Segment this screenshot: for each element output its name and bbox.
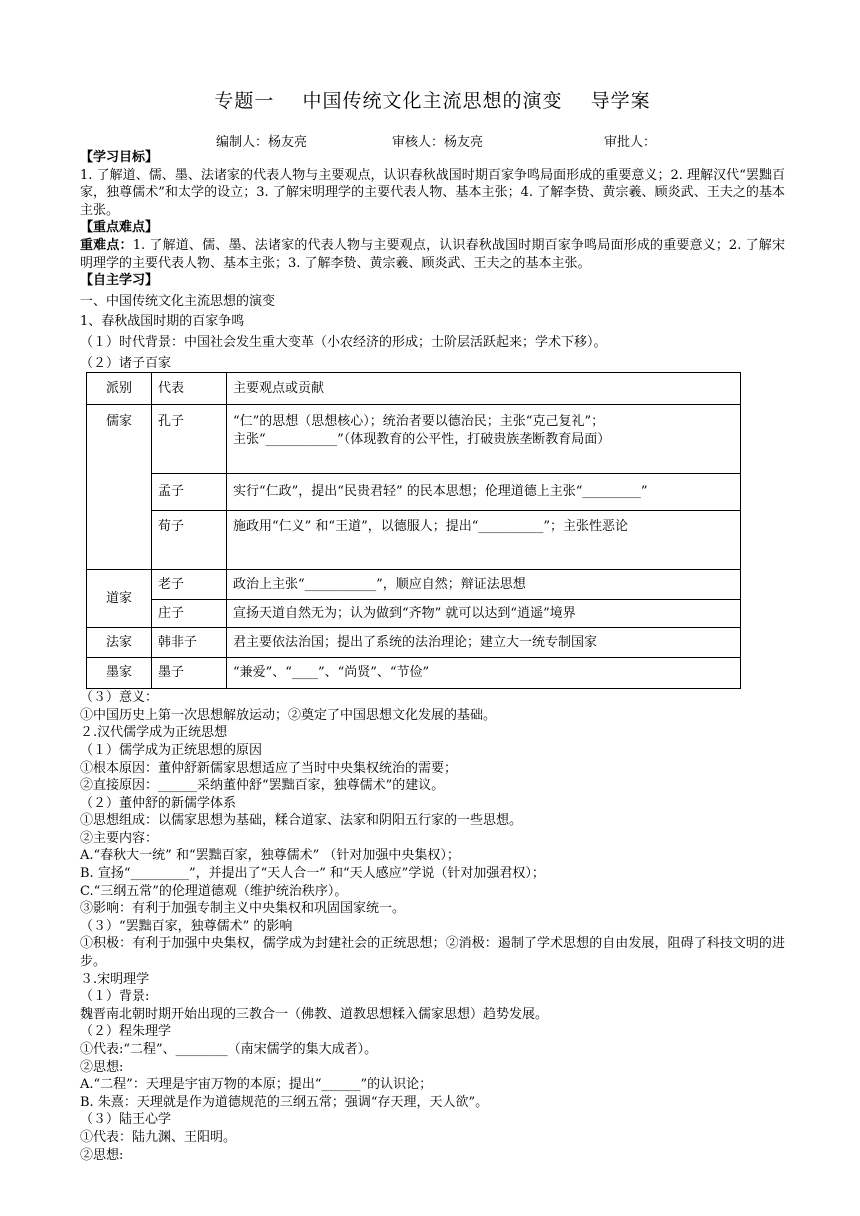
table-row <box>87 474 741 511</box>
body-line: A.“春秋大一统” 和“罢黜百家，独尊儒术” （针对加强中央集权）； <box>80 848 460 864</box>
person-cell: 孔子 <box>152 405 227 474</box>
key-points-body: 1. 了解道、儒、墨、法诸家的代表人物与主要观点，认识春秋战国时期百家争鸣局面形成的重要意义；2. 了解宋明理学的主要代表人物、基本主张；3. 了解李贽、黄宗羲、顾炎武、王夫之的基本主张。 <box>80 237 785 271</box>
body-line: （２）董仲舒的新儒学体系 <box>80 795 237 811</box>
table-row <box>87 511 741 570</box>
key-points-heading: 【重点难点】 <box>80 220 159 236</box>
body-line: ②主要内容： <box>80 830 159 846</box>
influence-paragraph: ①积极：有利于加强中央集权，儒学成为封建社会的正统思想；②消极：遏制了学术思想的自由发展，阻碍了科技文明的进步。 <box>80 936 785 970</box>
body-line: ①代表:“二程”、________（南宋儒学的集大成者）。 <box>80 1042 378 1057</box>
body-line: （３）陆王心学 <box>80 1112 172 1128</box>
body-line: B. 宣扬“_________”，并提出了“天人合一” 和“天人感应”学说（针对加强君权）； <box>80 866 545 882</box>
table-row <box>87 600 741 628</box>
ideas-cell: 君主要依法治国；提出了系统的法治理论；建立大一统专制国家 <box>227 628 741 658</box>
ideas-cell: 施政用“仁义” 和“王道”，以德服人；提出“__________”；主张性恶论 <box>227 511 741 570</box>
table-row <box>87 658 741 689</box>
body-line: （３）“罢黜百家，独尊儒术” 的影响 <box>80 918 293 934</box>
ideas-cell: “兼爱”、“____”、“尚贤”、“节俭” <box>227 658 741 689</box>
section-1-title: 1、春秋战国时期的百家争鸣 <box>80 314 245 330</box>
table-header-row <box>87 373 741 405</box>
body-line: ③影响：有利于加强专制主义中央集权和巩固国家统一。 <box>80 901 406 917</box>
key-points-label: 重难点： <box>80 237 133 253</box>
table-row <box>87 628 741 658</box>
person-cell: 老子 <box>152 570 227 600</box>
key-points-text <box>80 237 785 272</box>
table-row <box>87 570 741 600</box>
body-line: （２）程朱理学 <box>80 1024 172 1040</box>
table-row <box>87 405 741 474</box>
body-line: ②直接原因：______采纳董仲舒“罢黜百家，独尊儒术”的建议。 <box>80 778 445 794</box>
goals-text: 1. 了解道、儒、墨、法诸家的代表人物与主要观点，认识春秋战国时期百家争鸣局面形成的重要意义；2. 理解汉代“罢黜百家，独尊儒术”和太学的设立；3. 了解宋明理学的主要代表人物、基本主张；4. 了解李贽、黄宗羲、顾炎武、王夫之的基本主张。 <box>80 167 785 218</box>
ideas-line: “仁”的思想（思想核心）；统治者要以德治民；主张“克己复礼”； <box>233 414 605 430</box>
school-cell: 道家 <box>87 570 152 628</box>
school-cell: 墨家 <box>87 658 152 689</box>
ideas-cell: 宣扬天道自然无为；认为做到“齐物” 就可以达到“逍遥”境界 <box>227 600 741 628</box>
author: 编制人：杨友亮 <box>216 135 308 150</box>
section-1-background: （１）时代背景：中国社会发生重大变革（小农经济的形成；士阶层活跃起来；学术下移）。 <box>80 334 607 350</box>
section-1-schools-label: （２）诸子百家 <box>80 355 172 371</box>
document-page <box>80 86 785 1164</box>
goals-heading: 【学习目标】 <box>80 150 159 165</box>
ideas-cell <box>227 405 741 474</box>
ideas-line: 主张“___________”（体现教育的公平性，打破贵族垄断教育局面） <box>233 431 611 447</box>
body-line: ②思想: <box>80 1059 124 1075</box>
body-line: B. 朱熹：天理就是作为道德规范的三纲五常；强调“存天理，天人欲”。 <box>80 1094 489 1110</box>
body-line: ①代表：陆九渊、王阳明。 <box>80 1129 237 1145</box>
body-line: A.“二程”：天理是宇宙万物的本原；提出“______”的认识论； <box>80 1077 433 1093</box>
body-line: ①思想组成：以儒家思想为基础，糅合道家、法家和阴阳五行家的一些思想。 <box>80 813 523 829</box>
person-cell: 墨子 <box>152 658 227 689</box>
body-line: ２.汉代儒学成为正统思想 <box>80 725 228 741</box>
body-line: 魏晋南北朝时期开始出现的三教合一（佛教、道教思想糅入儒家思想）趋势发展。 <box>80 1006 549 1022</box>
page-title: 专题一 中国传统文化主流思想的演变 导学案 <box>214 90 651 112</box>
person-cell: 韩非子 <box>152 628 227 658</box>
school-cell: 儒家 <box>87 405 152 570</box>
approver: 审批人： <box>604 135 657 150</box>
header-ideas: 主要观点或贡献 <box>227 373 741 405</box>
body-line: ①根本原因：董仲舒新儒家思想适应了当时中央集权统治的需要； <box>80 760 458 776</box>
body-line: （１）背景: <box>80 989 150 1005</box>
person-cell: 庄子 <box>152 600 227 628</box>
school-cell: 法家 <box>87 628 152 658</box>
self-study-heading: 【自主学习】 <box>80 273 159 289</box>
person-cell: 孟子 <box>152 474 227 511</box>
person-cell: 荀子 <box>152 511 227 570</box>
body-line: （１）儒学成为正统思想的原因 <box>80 742 263 758</box>
body-line: ②思想: <box>80 1147 124 1163</box>
ideas-cell: 实行“仁政”，提出“民贵君轻” 的民本思想；伦理道德上主张“_________” <box>227 474 741 511</box>
header-representative: 代表 <box>152 373 227 405</box>
schools-table <box>86 372 741 689</box>
header-school: 派别 <box>87 373 152 405</box>
authorship-line <box>80 131 785 149</box>
body-line: ①中国历史上第一次思想解放运动；②奠定了中国思想文化发展的基础。 <box>80 707 497 723</box>
body-line: ３.宋明理学 <box>80 971 150 987</box>
body-line: （３）意义： <box>80 690 159 706</box>
ideas-cell: 政治上主张“___________”，顺应自然；辩证法思想 <box>227 570 741 600</box>
section-1-heading: 一、中国传统文化主流思想的演变 <box>80 293 276 309</box>
body-line: C.“三纲五常”的伦理道德观（维护统治秩序）。 <box>80 883 348 899</box>
reviewer: 审核人：杨友亮 <box>392 135 484 150</box>
